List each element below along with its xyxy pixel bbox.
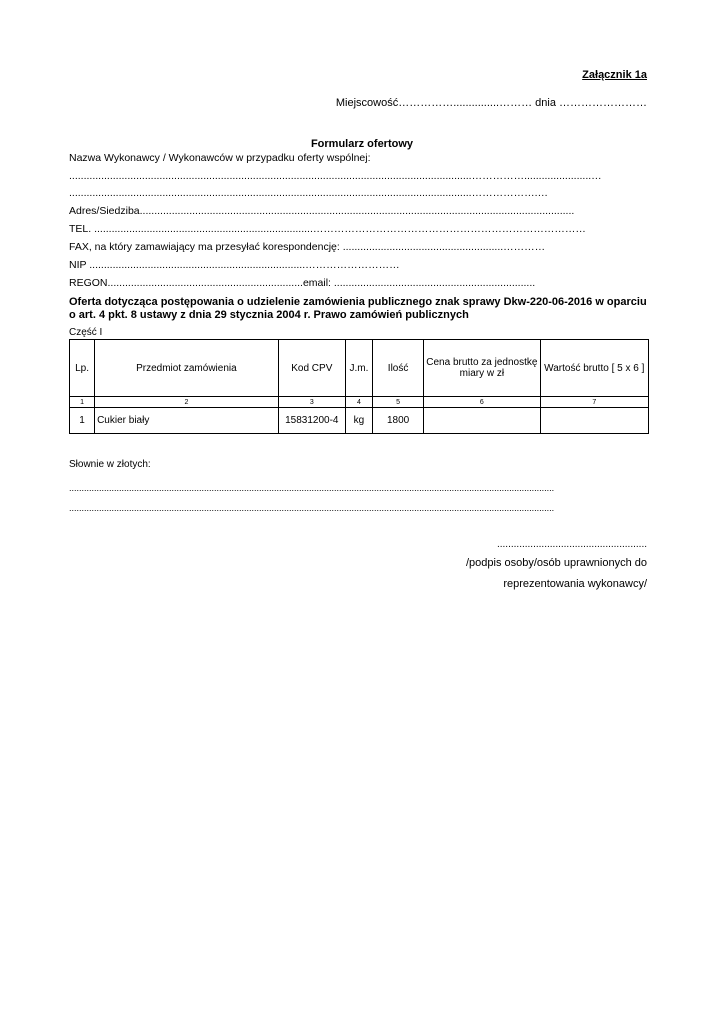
header-cpv: Kod CPV <box>278 340 345 397</box>
address-field: Adres/Siedziba..................................................................................................................................................... <box>69 205 575 217</box>
words-dots-2: .................................................................................................................................................................................................. <box>69 503 555 513</box>
offer-table <box>69 339 649 434</box>
fax-field: FAX, na który zamawiający ma przesyłać korespondencję: .......................................................………… <box>69 241 546 253</box>
cell-quantity: 1800 <box>373 408 424 434</box>
col-number: 4 <box>345 397 372 408</box>
table-header-row <box>70 340 649 397</box>
header-total: Wartość brutto [ 5 x 6 ] <box>540 340 648 397</box>
cell-unit-price[interactable] <box>424 408 540 434</box>
cell-cpv: 15831200-4 <box>278 408 345 434</box>
header-item: Przedmiot zamówienia <box>95 340 279 397</box>
annex-label: Załącznik 1a <box>582 69 647 81</box>
words-label: Słownie w złotych: <box>69 459 151 470</box>
regon-email-field: REGON...................................................................email: ..................................................................... <box>69 277 536 289</box>
form-title: Formularz ofertowy <box>310 138 414 150</box>
table-row <box>70 408 649 434</box>
col-number: 2 <box>95 397 279 408</box>
cell-lp: 1 <box>70 408 95 434</box>
header-lp: Lp. <box>70 340 95 397</box>
nip-field: NIP ..........................................................................……………………… <box>69 259 400 271</box>
header-unit-price: Cena brutto za jednostkę miary w zł <box>424 340 540 397</box>
tel-field: TEL. ...........................................................................…………………………………………………………………… <box>69 223 586 235</box>
place-date-line: Miejscowość……………...............……… dnia …………………… <box>335 97 647 109</box>
signature-caption-2: reprezentowania wykonawcy/ <box>503 578 647 590</box>
col-number: 1 <box>70 397 95 408</box>
offer-description: Oferta dotycząca postępowania o udzielenie zamówienia publicznego znak sprawy Dkw-220-06-2016 w oparciu o art. 4 pkt. 8 ustawy z dnia 29 stycznia 2004 r. Prawo zamówień publicznych <box>69 296 647 321</box>
col-number: 7 <box>540 397 648 408</box>
cell-item: Cukier biały <box>95 408 279 434</box>
header-quantity: Ilość <box>373 340 424 397</box>
col-number: 6 <box>424 397 540 408</box>
table-number-row <box>70 397 649 408</box>
cell-unit: kg <box>345 408 372 434</box>
signature-dots: ...................................................... <box>496 539 647 550</box>
contractor-label: Nazwa Wykonawcy / Wykonawców w przypadku oferty wspólnej: <box>69 152 371 164</box>
header-unit: J.m. <box>345 340 372 397</box>
contractor-dots-1: ..........................................................................................................................................…………….......................… <box>69 170 602 182</box>
cell-total[interactable] <box>540 408 648 434</box>
signature-caption-1: /podpis osoby/osób uprawnionych do <box>465 557 647 569</box>
words-dots-1: .................................................................................................................................................................................................. <box>69 483 555 493</box>
contractor-dots-2: ..........................................................................................................................................……………….… <box>69 187 548 199</box>
part-label: Część I <box>69 327 103 338</box>
col-number: 5 <box>373 397 424 408</box>
col-number: 3 <box>278 397 345 408</box>
